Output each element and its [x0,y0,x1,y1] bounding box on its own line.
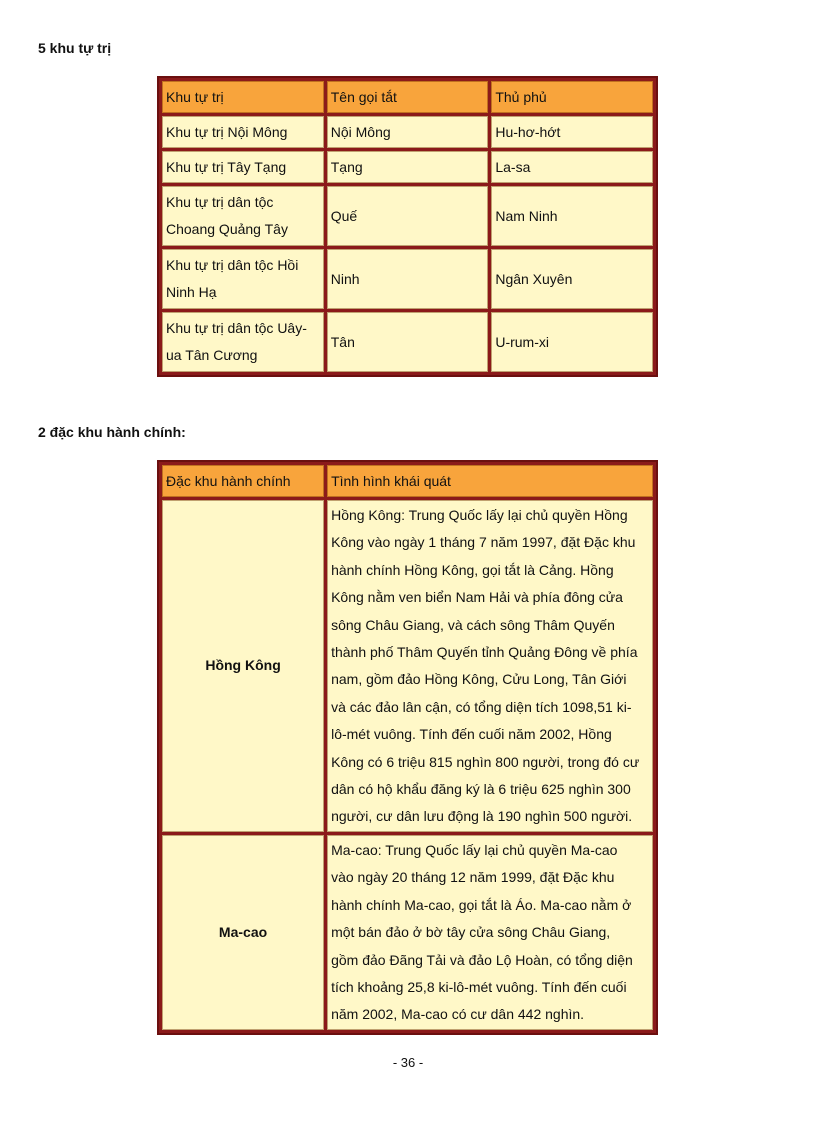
description-line: dân có hộ khẩu đăng ký là 6 triệu 625 nghìn 300 [331,781,631,798]
region-name-line: Khu tự trị dân tộc Hồi [166,257,299,273]
column-header: Khu tự trị [162,81,324,113]
capital-cell: Nam Ninh [491,186,653,246]
description-line: hành chính Ma-cao, gọi tắt là Áo. Ma-cao nằm ở [331,896,632,913]
page-number: - 36 - [392,1055,424,1070]
section-heading-special-regions: 2 đặc khu hành chính: [38,424,186,440]
description-line: Kông vào ngày 1 tháng 7 năm 1997, đặt Đặc khu [331,534,636,551]
short-name-cell: Quế [327,186,489,246]
column-header: Thủ phủ [491,81,653,113]
special-region-name: Ma-cao [162,835,324,1030]
description-line: Kông có 6 triệu 815 nghìn 800 người, trong đó cư [331,753,640,770]
description-line: sông Châu Giang, và cách sông Thâm Quyến [331,616,615,633]
special-region-description [327,500,653,832]
table-row [162,249,653,309]
column-header: Tình hình khái quát [327,465,653,497]
region-name-cell [162,312,324,372]
table-header-row [162,465,653,497]
region-name-line: Choang Quảng Tây [166,221,288,237]
capital-cell: Hu-hơ-hớt [491,116,653,148]
description-line: vào ngày 20 tháng 12 năm 1999, đặt Đặc khu [331,869,615,886]
description-line: người, cư dân lưu động là 190 nghìn 500 người. [331,808,633,825]
description-line: lô-mét vuông. Tính đến cuối năm 2002, Hồng [331,726,612,743]
table-header-row [162,81,653,113]
special-region-description [327,835,653,1030]
description-line: gồm đảo Đãng Tải và đảo Lộ Hoàn, có tổng diện [331,951,633,968]
table-row [162,835,653,1030]
special-regions-table [157,460,658,1035]
short-name-cell: Ninh [327,249,489,309]
column-header: Tên gọi tắt [327,81,489,113]
table-row [162,116,653,148]
section-heading-autonomous-regions: 5 khu tự trị [38,40,112,56]
autonomous-regions-table [157,76,658,377]
description-line: tích khoảng 25,8 ki-lô-mét vuông. Tính đến cuối [331,978,627,995]
description-line: Ma-cao: Trung Quốc lấy lại chủ quyền Ma-cao [331,841,618,858]
description-line: Hồng Kông: Trung Quốc lấy lại chủ quyền Hồng [331,507,628,523]
capital-cell: U-rum-xi [491,312,653,372]
table-row [162,151,653,183]
description-line: một bán đảo ở bờ tây cửa sông Châu Giang, [331,924,611,941]
region-name-cell: Khu tự trị Tây Tạng [162,151,324,183]
description-line: và các đảo lân cận, có tổng diện tích 1098,51 ki- [331,698,632,715]
capital-cell: Ngân Xuyên [491,249,653,309]
region-name-cell [162,249,324,309]
short-name-cell: Nội Mông [327,116,489,148]
column-header: Đặc khu hành chính [162,465,324,497]
short-name-cell: Tạng [327,151,489,183]
capital-cell: La-sa [491,151,653,183]
description-line: Kông nằm ven biển Nam Hải và phía đông cửa [331,589,623,606]
table-row [162,500,653,832]
description-line: nam, gồm đảo Hồng Kông, Cửu Long, Tân Giới [331,671,627,688]
region-name-line: ua Tân Cương [166,347,258,363]
special-region-name: Hồng Kông [162,500,324,832]
region-name-cell: Khu tự trị Nội Mông [162,116,324,148]
table-row [162,312,653,372]
short-name-cell: Tân [327,312,489,372]
description-line: thành phố Thâm Quyến tỉnh Quảng Đông về phía [331,644,638,661]
description-line: năm 2002, Ma-cao có cư dân 442 nghìn. [331,1006,585,1023]
region-name-line: Khu tự trị dân tộc Uây- [166,320,307,336]
description-line: hành chính Hồng Kông, gọi tắt là Cảng. Hồng [331,561,614,578]
region-name-line: Ninh Hạ [166,284,217,300]
region-name-line: Khu tự trị dân tộc [166,194,274,210]
region-name-cell [162,186,324,246]
table-row [162,186,653,246]
